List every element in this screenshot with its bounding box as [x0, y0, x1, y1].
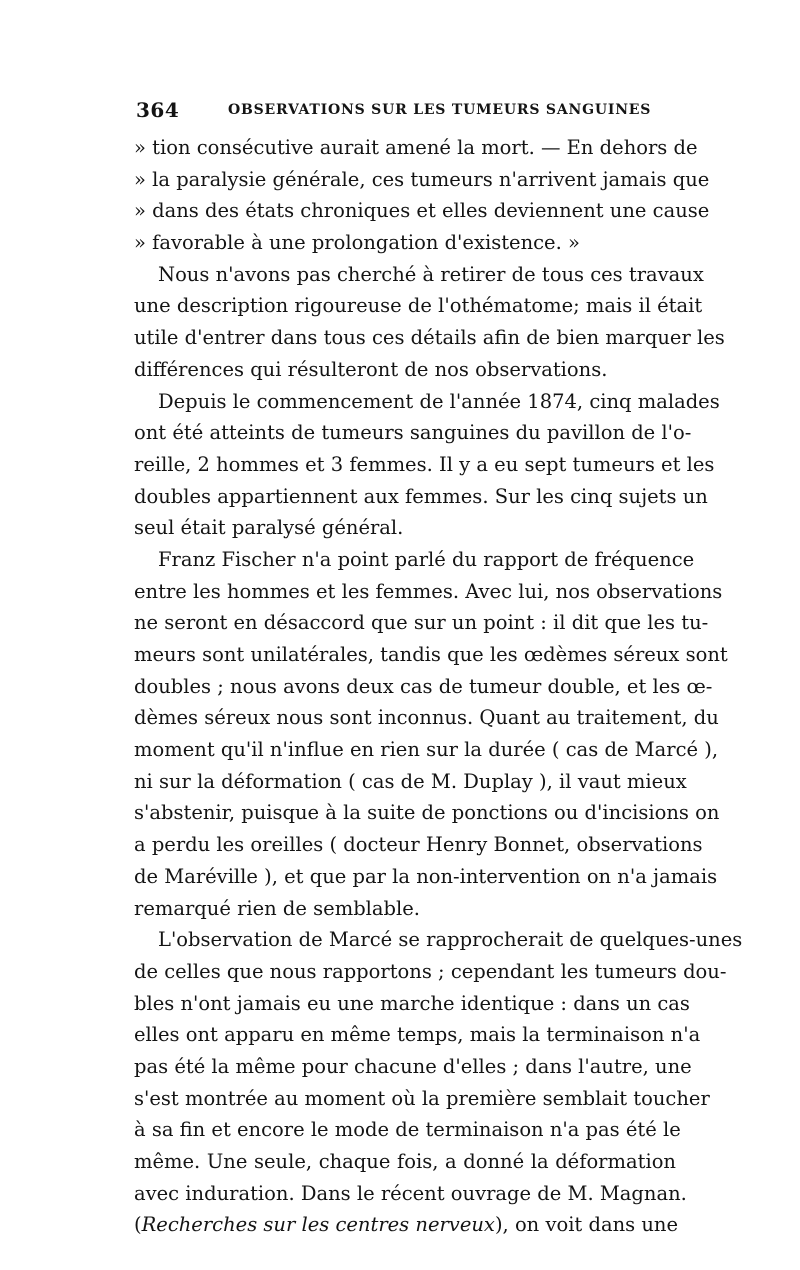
text-line: meurs sont unilatérales, tandis que les œdèmes séreux sont	[134, 643, 728, 666]
text-line: reille, 2 hommes et 3 femmes. Il y a eu sept tumeurs et les	[134, 452, 715, 476]
text-line: » tion consécutive aurait amené la mort. — En dehors de	[134, 136, 698, 159]
text-line-with-italic-title	[134, 1209, 676, 1241]
text-line: seul était paralysé général.	[134, 516, 404, 540]
text-line: dèmes séreux nous sont inconnus. Quant au traitement, du	[134, 706, 719, 730]
text-line: pas été la même pour chacune d'elles ; dans l'autre, une	[134, 1054, 692, 1078]
text-line: » favorable à une prolongation d'existence. »	[134, 231, 580, 255]
text-line: bles n'ont jamais eu une marche identique : dans un cas	[134, 991, 690, 1015]
text-line: ont été atteints de tumeurs sanguines du pavillon de l'o-	[134, 421, 692, 445]
text-line: s'est montrée au moment où la première semblait toucher	[134, 1086, 710, 1110]
text-line: ni sur la déformation ( cas de M. Duplay ), il vaut mieux	[134, 769, 687, 793]
running-title: OBSERVATIONS SUR LES TUMEURS SANGUINES	[228, 102, 652, 118]
text-line: doubles appartiennent aux femmes. Sur les cinq sujets un	[134, 484, 708, 508]
text-line: entre les hommes et les femmes. Avec lui, nos observations	[134, 579, 723, 603]
paragraph-start-line: Depuis le commencement de l'année 1874, cinq malades	[158, 389, 720, 413]
text-line: doubles ; nous avons deux cas de tumeur double, et les œ-	[134, 674, 713, 698]
paragraph-start-line: L'observation de Marcé se rapprocherait de quelques-unes	[158, 928, 743, 952]
text-line: elles ont apparu en même temps, mais la terminaison n'a	[134, 1023, 701, 1047]
text-line: à sa fin et encore le mode de terminaison n'a pas été le	[134, 1118, 681, 1142]
text-line: une description rigoureuse de l'othématome; mais il était	[134, 294, 703, 318]
text-line: de Maréville ), et que par la non-intervention on n'a jamais	[134, 864, 718, 888]
text-line: » la paralysie générale, ces tumeurs n'arrivent jamais que	[134, 167, 710, 191]
text-line: différences qui résulteront de nos observations.	[134, 357, 608, 381]
page-number: 364	[136, 98, 180, 122]
paragraph-start-line: Franz Fischer n'a point parlé du rapport de fréquence	[158, 547, 695, 571]
line-continuation: ), on voit dans une	[494, 1213, 678, 1237]
paragraph-start-line: Nous n'avons pas cherché à retirer de tous ces travaux	[158, 262, 704, 286]
text-line: remarqué rien de semblable.	[134, 896, 420, 920]
text-line: de celles que nous rapportons ; cependant les tumeurs dou-	[134, 959, 727, 983]
text-line: a perdu les oreilles ( docteur Henry Bonnet, observations	[134, 833, 703, 857]
text-line: ne seront en désaccord que sur un point : il dit que les tu-	[134, 611, 709, 635]
text-line: moment qu'il n'influe en rien sur la durée ( cas de Marcé ),	[134, 738, 719, 762]
page-header	[136, 98, 676, 122]
text-line: avec induration. Dans le récent ouvrage de M. Magnan.	[134, 1181, 687, 1205]
book-title-italic: Recherches sur les centres nerveux	[141, 1213, 495, 1237]
opening-paren: (	[134, 1213, 142, 1237]
text-line: » dans des états chroniques et elles deviennent une cause	[134, 199, 710, 223]
text-line: s'abstenir, puisque à la suite de ponctions ou d'incisions on	[134, 801, 720, 825]
body-text	[134, 132, 743, 1241]
text-line: même. Une seule, chaque fois, a donné la déformation	[134, 1150, 676, 1173]
text-line: utile d'entrer dans tous ces détails afin de bien marquer les	[134, 326, 725, 350]
